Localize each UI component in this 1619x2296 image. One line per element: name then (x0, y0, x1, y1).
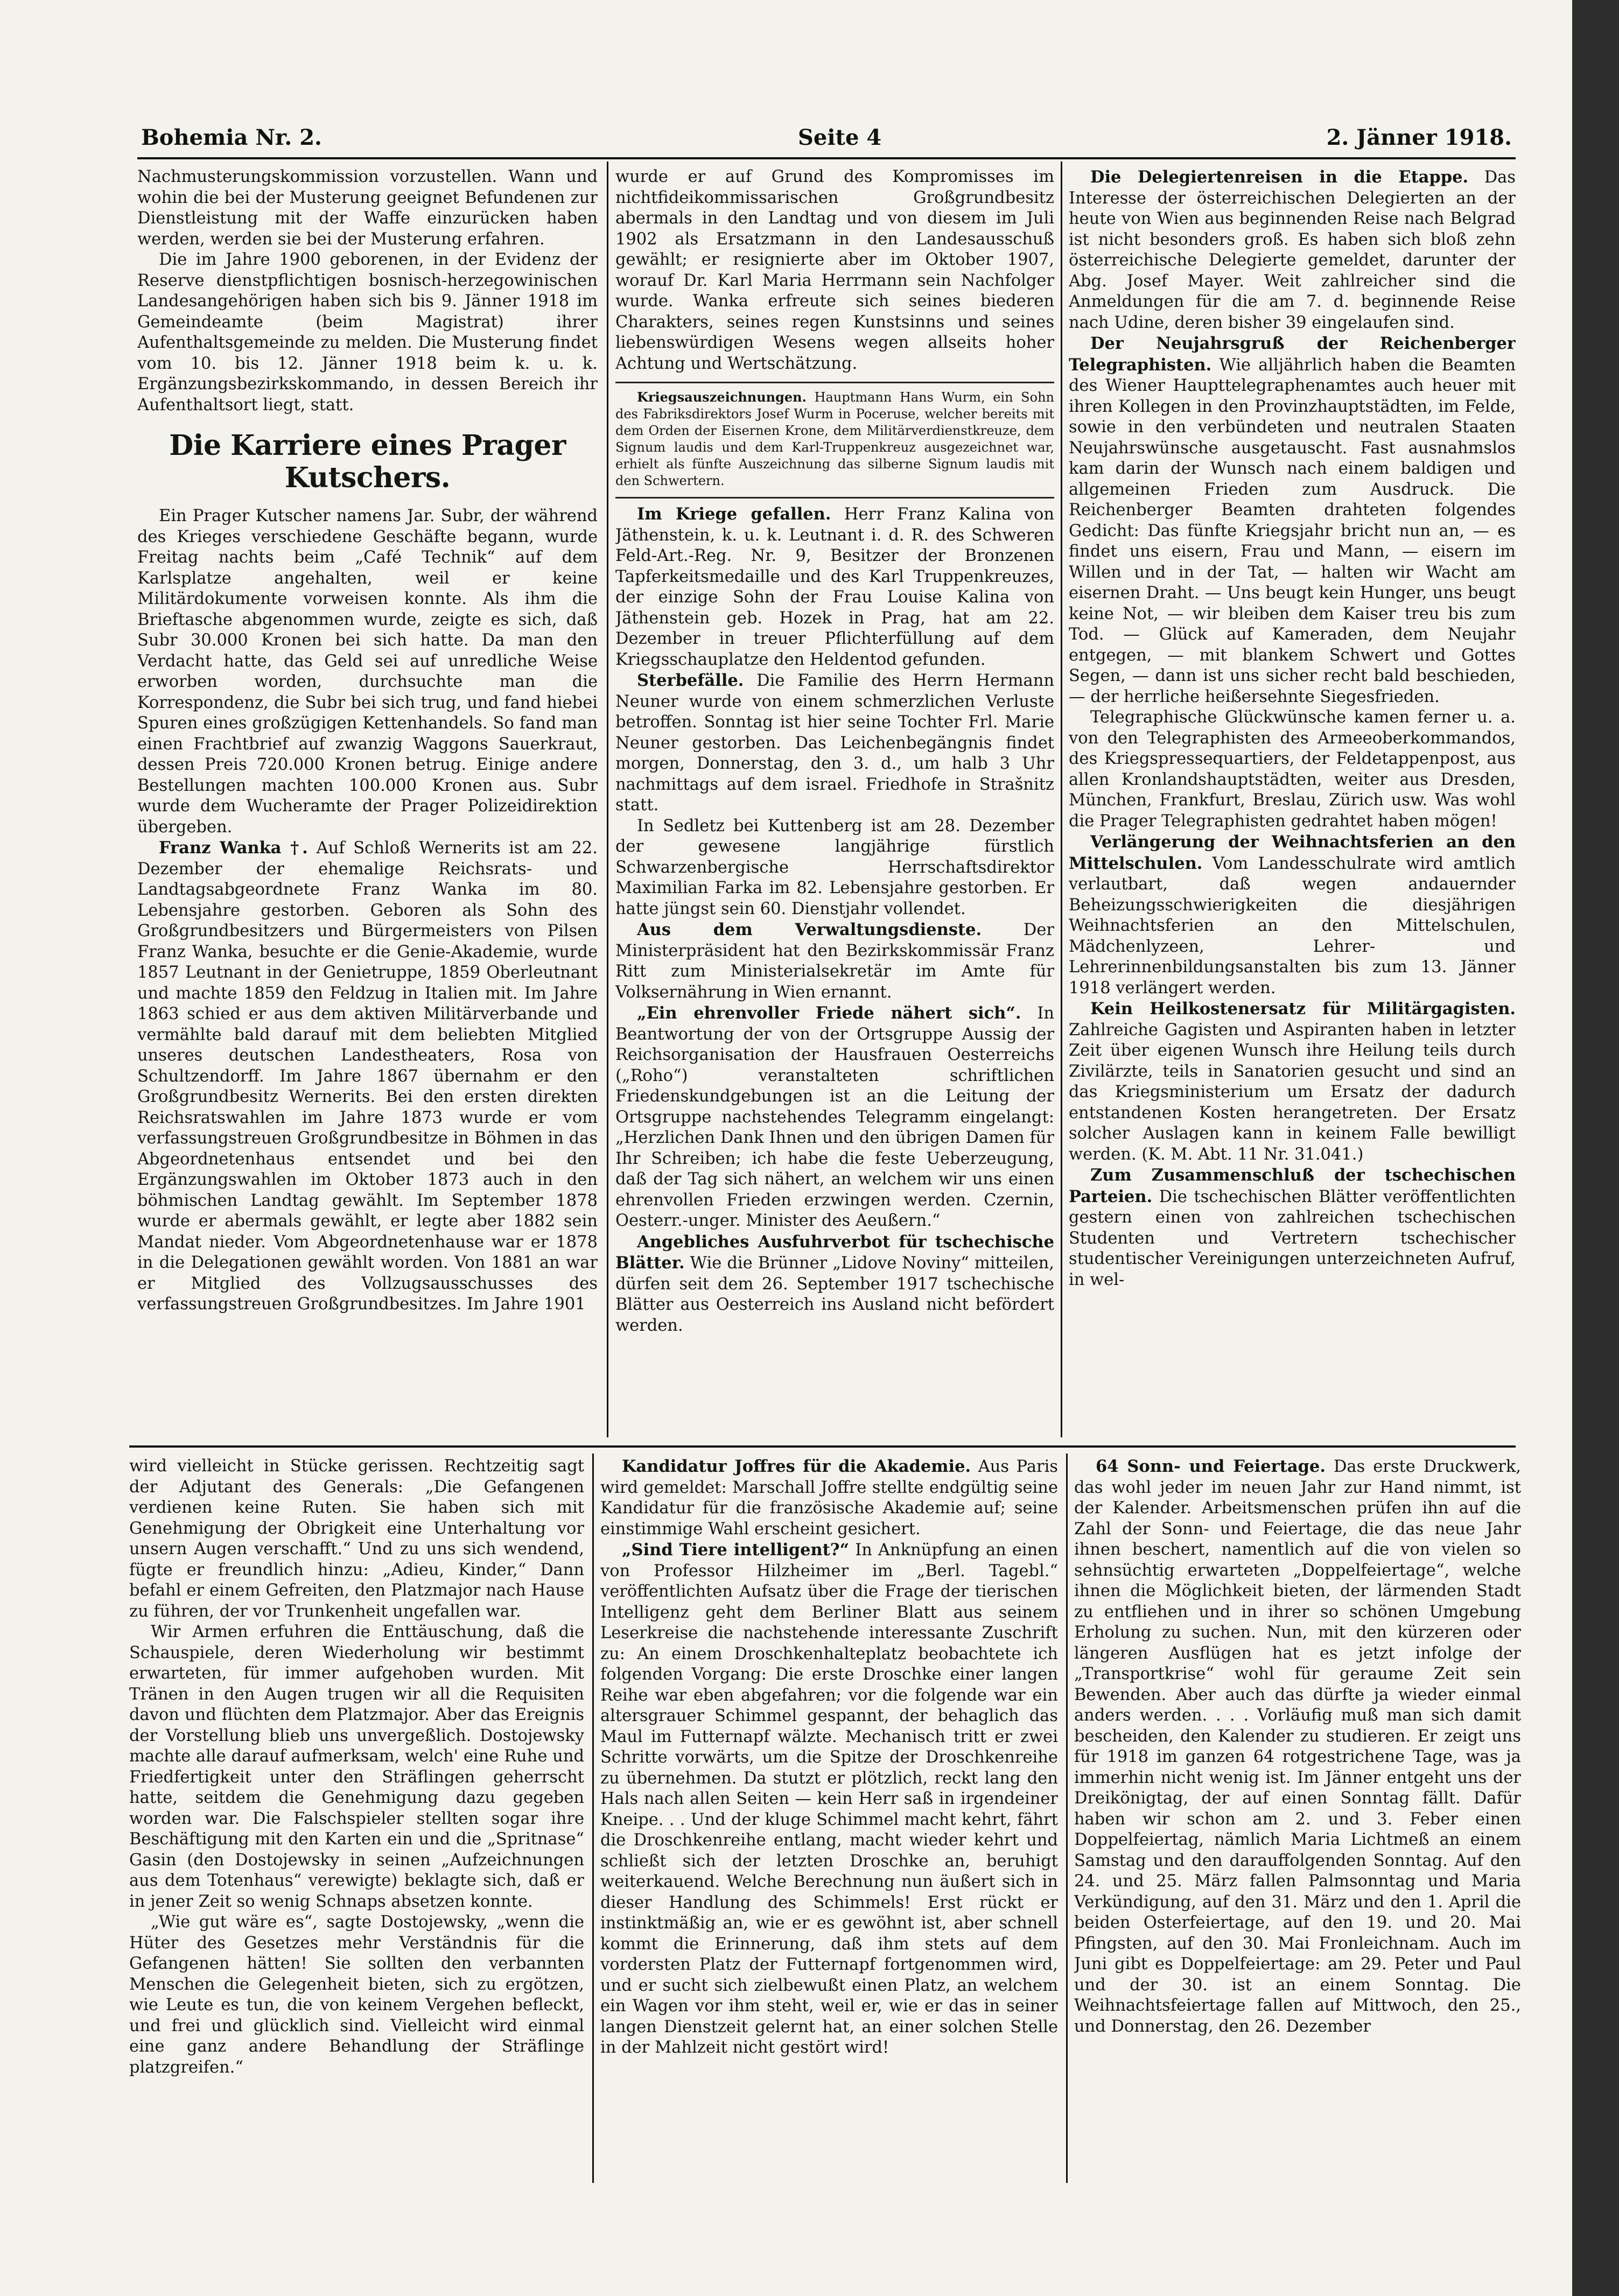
article-body-text: Vom Landesschulrate wird amtlich verlautbart, daß wegen andauernder Beheizungsschwierigkeiten die diesjährigen Weihnachtsferien an den Mittelschulen, Mädchenlyzeen, Lehrer- und Lehrerinnenbildungsanstalten bis zum 13. Jänner 1918 verlängert werden. (1069, 854, 1516, 998)
article-heading: „Sind Tiere intelligent?“ (622, 1540, 850, 1560)
article-body-text: Ein Prager Kutscher namens Jar. Subr, der während des Krieges verschiedene Geschäfte begann, wurde Freitag nachts beim „Café Technik“ auf dem Karlsplatze angehalten, weil er keine Militärdokumente vorweisen konnte. Als ihm die Brieftasche abgenommen wurde, zeigte es sich, daß Subr 30.000 Kronen bei sich hatte. Da man den Verdacht hatte, das Geld sei auf unredliche Weise erworben worden, durchsuchte man die Korrespondenz, die Subr bei sich trug, und fand hiebei Spuren eines großzügigen Kettenhandels. So fand man einen Frachtbrief auf zwanzig Waggons Sauerkraut, dessen Preis 720.000 Kronen betrug. Einige andere Bestellungen machten 100.000 Kronen aus. Subr wurde dem Wucheramte der Prager Polizeidirektion übergeben. (137, 507, 598, 837)
column-3-bottom (1074, 1456, 1521, 2188)
article-paragraph (600, 1540, 1058, 2059)
article-heading: Sterbefälle. (637, 671, 744, 690)
article-heading: Kein Heilkostenersatz für Militärgagisten. (1090, 999, 1516, 1019)
article-body-text: Zahlreiche Gagisten und Aspiranten haben in letzter Zeit über eigenen Wunsch ihre Heilung teils durch Zivilärzte, teils in Sanatorien gesucht und sind an das Kriegsministerium um Ersatz der dadurch entstandenen Kosten herangetreten. Der Ersatz solcher Auslagen kann in keinem Falle bewilligt werden. (K. M. Abt. 11 Nr. 31.041.) (1069, 1020, 1516, 1164)
article-heading: Kandidatur Joffres für die Akademie. (622, 1457, 971, 1476)
article-body-text: Das erste Druckwerk, das wohl jeder im neuen Jahr zur Hand nimmt, ist der Kalender. Arbeitsmenschen prüfen ihn auf die Zahl der Sonn- und Feiertage, die das neue Jahr ihnen beschert, namentlich auf die von vielen so sehnsüchtig erwarteten „Doppelfeiertage“, welche ihnen die Möglichkeit bieten, der lärmenden Stadt zu entfliehen und in ihrer so schönen Umgebung Erholung zu suchen. Nun, mit den kürzeren oder längeren Ausflügen hat es jetzt infolge der „Transportkrise“ wohl für geraume Zeit sein Bewenden. Aber auch das dürfte ja wieder einmal anders werden. . . . Vorläufig muß man sich damit bescheiden, den Kalender zu studieren. Er zeigt uns für 1918 im ganzen 64 rotgestrichene Tage, was ja immerhin nicht wenig ist. Im Jänner entgeht uns der Dreikönigtag, der auf einen Sonntag fällt. Dafür haben wir schon am 2. und 3. Feber einen Doppelfeiertag, nämlich Maria Lichtmeß an einem Samstag und den darauffolgenden Sonntag. Auf den 24. und 25. März fallen Palmsonntag und Maria Verkündigung, auf den 31. März und den 1. April die beiden Osterfeiertage, auf den 19. und 20. Mai Pfingsten, auf den 30. Mai Fronleichnam. Auch im Juni gibt es Doppelfeiertage: am 29. Peter und Paul und der 30. ist an einem Sonntag. Die Weihnachtsfeiertage fallen auf Mittwoch, den 25., und Donnerstag, den 26. Dezember (1074, 1457, 1521, 2036)
article-body-text: Telegraphische Glückwünsche kamen ferner u. a. von den Telegraphisten des Armeeoberkommandos, des Kriegspressequartiers, der Feldetappenpost, aus allen Kronlandshauptstädten, weiter aus Dresden, München, Frankfurt, Breslau, Zürich usw. Was wohl die Prager Telegraphisten gedrahtet haben mögen! (1069, 708, 1516, 831)
column-2-top (615, 167, 1054, 1443)
article-paragraph (615, 816, 1054, 920)
header-rule (137, 157, 1516, 159)
article-heading: Zum Zusammenschluß der tschechischen Parteien. (1069, 1165, 1516, 1206)
notice-separator (615, 497, 1054, 498)
article-body-text: wird vielleicht in Stücke gerissen. Rechtzeitig sagt der Adjutant des Generals: „Die Gefangenen verdienen keine Ruten. Sie haben sich mit Genehmigung der Obrigkeit eine Unterhaltung vor unsern Augen verschafft.“ Und zu uns sich wendend, fügte er freundlich hinzu: „Adieu, Kinder,“ Dann befahl er einem Gefreiten, den Platzmajor nach Hause zu führen, der vor Trunkenheit ungefallen war. (129, 1457, 584, 1621)
column-divider-bottom-2 (1066, 1454, 1068, 2183)
article-body-text: Aus Paris wird gemeldet: Marschall Joffre stellte endgültig seine Kandidatur für die französische Akademie auf; seine einstimmige Wahl erscheint gesichert. (600, 1457, 1058, 1539)
article-paragraph (129, 1912, 584, 2078)
scan-edge (1572, 0, 1619, 2296)
article-heading: Kriegsauszeichnungen. (637, 389, 807, 405)
article-paragraph (137, 506, 598, 838)
article-body-text: Die im Jahre 1900 geborenen, in der Evidenz der Reserve dienstpflichtigen bosnisch-herzegowinischen Landesangehörigen haben sich bis 9. Jänner 1918 im Gemeindeamte (beim Magistrat) ihrer Aufenthaltsgemeinde zu melden. Die Musterung findet vom 10. bis 12. Jänner 1918 beim k. u. k. Ergänzungsbezirkskommando, in dessen Bereich ihr Aufenthaltsort liegt, statt. (137, 250, 598, 415)
article-body-text: Die tschechischen Blätter veröffentlichten gestern einen von zahlreichen tschechischen Studenten und Vertretern tschechischer studentischer Vereinigungen unterzeichneten Aufruf, in wel- (1069, 1187, 1516, 1289)
article-paragraph (615, 389, 1054, 489)
article-paragraph (1069, 167, 1516, 333)
article-body-text: Wie alljährlich haben die Beamten des Wiener Haupttelegraphenamtes auch heuer mit ihren Kollegen in den Provinzhauptstädten, im Felde, sowie in den verbündeten und neutralen Staaten Neujahrswünsche ausgetauscht. Fast ausnahmslos kam darin der Wunsch nach einem baldigen und allgemeinen Frieden zum Ausdruck. Die Reichenberger Beamten drahteten folgendes Gedicht: Das fünfte Kriegsjahr bricht nun an, — es findet uns eisern, Frau und Mann, — eisern im Willen und in der Tat, — halten wir Wacht am eisernen Draht. — Uns beugt kein Hunger, uns beugt keine Not, — wir bleiben dem Kaiser treu bis zum Tod. — Glück auf Kameraden, dem Neujahr entgegen, — mit blankem Schwert und Gottes Segen, — dann ist uns sicher recht bald beschieden, — der herrliche heißersehnte Siegesfrieden. (1069, 355, 1516, 706)
article-body-text: Nachmusterungskommission vorzustellen. Wann und wohin die bei der Musterung geeignet Befundenen zur Dienstleistung mit der Waffe einzurücken haben werden, werden sie bei der Musterung erfahren. (137, 167, 598, 249)
article-body-text: In Sedletz bei Kuttenberg ist am 28. Dezember der gewesene langjährige fürstlich Schwarzenbergische Herrschaftsdirektor Maximilian Farka im 82. Lebensjahre gestorben. Er hatte jüngst sein 60. Dienstjahr vollendet. (615, 816, 1054, 918)
article-heading: Angebliches Ausfuhrverbot für tschechische Blätter. (615, 1232, 1054, 1273)
article-heading: Franz Wanka †. (159, 838, 308, 858)
article-paragraph (129, 1622, 584, 1912)
article-paragraph (600, 1456, 1058, 1540)
article-body-text: Wie die Brünner „Lidove Noviny“ mitteilen, dürfen seit dem 26. September 1917 tschechische Blätter aus Oesterreich ins Ausland nicht befördert werden. (615, 1254, 1054, 1335)
section-break-rule (129, 1445, 1516, 1448)
article-body-text: Wir Armen erfuhren die Enttäuschung, daß die Schauspiele, deren Wiederholung wir bestimmt erwarteten, für immer aufgehoben wurden. Mit Tränen in den Augen trugen wir all die Requisiten davon und flüchten dem Platzmajor. Aber das Ereignis der Vorstellung blieb uns unvergeßlich. Dostojewsky machte alle darauf aufmerksam, welch' eine Ruhe und Friedfertigkeit unter den Sträflingen geherrscht hatte, seitdem die Genehmigung dazu gegeben worden war. Die Falschspieler stellten sogar ihre Beschäftigung mit den Karten ein und die „Spritnase“ Gasin (den Dostojewsky in seinen „Aufzeichnungen aus dem Totenhaus“ verewigte) beklagte sich, daß er in jener Zeit so wenig Schnaps absetzen konnte. (129, 1623, 584, 1911)
article-paragraph (1069, 707, 1516, 832)
article-paragraph (137, 838, 598, 1315)
article-paragraph (1069, 333, 1516, 707)
article-paragraph (137, 167, 598, 250)
article-paragraph (615, 670, 1054, 816)
header-page-number: Seite 4 (798, 125, 882, 150)
article-paragraph (1069, 1165, 1516, 1290)
article-paragraph (615, 1232, 1054, 1337)
column-divider-bottom-1 (592, 1454, 594, 2183)
article-heading: 64 Sonn- und Feiertage. (1096, 1457, 1326, 1476)
article-body-text: Hauptmann Hans Wurm, ein Sohn des Fabriksdirektors Josef Wurm in Poceruse, welcher bereits mit dem Orden der Eisernen Krone, dem Militärverdienstkreuze, dem Signum laudis und dem Karl-Truppenkreuz ausgezeichnet war, erhielt als fünfte Auszeichnung das silberne Signum laudis mit den Schwertern. (615, 390, 1054, 488)
article-paragraph (129, 1456, 584, 1622)
article-body-text: wurde er auf Grund des Kompromisses im nichtfideikommissarischen Großgrundbesitz abermals in den Landtag und von diesem im Juli 1902 als Ersatzmann in den Landesausschuß gewählt; er resignierte aber im Oktober 1907, worauf Dr. Karl Maria Herrmann sein Nachfolger wurde. Wanka erfreute sich seines biederen Charakters, seines regen Kunstsinns und seines liebenswürdigen Wesens wegen allseits hoher Achtung und Wertschätzung. (615, 167, 1054, 373)
article-body-text: „Wie gut wäre es“, sagte Dostojewsky, „wenn die Hüter des Gesetzes mehr Verständnis für die Gefangenen hätten! Sie sollten den verbannten Menschen die Gelegenheit bieten, sich zu ergötzen, wie Leute es tun, die von keinem Vergehen befleckt, und frei und glücklich sind. Vielleicht wird einmal eine ganz andere Behandlung der Sträflinge platzgreifen.“ (129, 1913, 584, 2077)
page-header (141, 125, 1512, 151)
article-paragraph (615, 1003, 1054, 1232)
article-paragraph (615, 167, 1054, 374)
article-body-text: In Beantwortung der von der Ortsgruppe Aussig der Reichsorganisation der Hausfrauen Oesterreichs („Roho“) veranstalteten schriftlichen Friedenskundgebungen ist an die Leitung der Ortsgruppe nachstehendes Telegramm eingelangt: „Herzlichen Dank Ihnen und den übrigen Damen für Ihr Schreiben; ich habe die feste Ueberzeugung, daß der Tag sich nähert, an welchem wir uns einen ehrenvollen Frieden erzwingen werden. Czernin, Oesterr.-unger. Minister des Aeußern.“ (615, 1004, 1054, 1230)
article-body-text: Die Familie des Herrn Hermann Neuner wurde von einem schmerzlichen Verluste betroffen. Sonntag ist hier seine Tochter Frl. Marie Neuner gestorben. Das Leichenbegängnis findet morgen, Donnerstag, den 3. d., um halb 3 Uhr nachmittags auf dem israel. Friedhofe in Strašnitz statt. (615, 671, 1054, 815)
article-paragraph (1069, 832, 1516, 999)
article-heading: Im Kriege gefallen. (637, 504, 831, 524)
column-divider-top-1 (607, 162, 608, 1437)
article-paragraph (1074, 1456, 1521, 2037)
header-date: 2. Jänner 1918. (1326, 125, 1512, 150)
article-paragraph (615, 504, 1054, 670)
article-body-text: Herr Franz Kalina von Jäthenstein, k. u. k. Leutnant i. d. R. des Schweren Feld-Art.-Reg. Nr. 9, Besitzer der Bronzenen Tapferkeitsmedaille und des Karl Truppenkreuzes, der einzige Sohn der Frau Louise Kalina von Jäthenstein geb. Hozek in Prag, hat am 22. Dezember in treuer Pflichterfüllung auf dem Kriegsschauplatze den Heldentod gefunden. (615, 505, 1054, 669)
column-3-top (1069, 167, 1516, 1443)
article-body-text: Das Interesse der österreichischen Delegierten an der heute von Wien aus beginnenden Reise nach Belgrad ist nicht besonders groß. Es haben sich bloß zehn österreichische Delegierte gemeldet, darunter der Abg. Josef Mayer. Weit zahlreicher sind die Anmeldungen für die am 7. d. beginnende Reise nach Udine, deren bisher 39 eingelaufen sind. (1069, 168, 1516, 332)
notice-separator (615, 382, 1054, 383)
column-2-bottom (600, 1456, 1058, 2188)
article-body-text: Auf Schloß Wernerits ist am 22. Dezember der ehemalige Reichsrats- und Landtagsabgeordnete Franz Wanka im 80. Lebensjahre gestorben. Geboren als Sohn des Großgrundbesitzers und Bürgermeisters von Pilsen Franz Wanka, besuchte er die Genie-Akademie, wurde 1857 Leutnant in der Genietruppe, 1859 Oberleutnant und machte 1859 den Feldzug in Italien mit. Im Jahre 1863 schied er aus dem aktiven Militärverbande und vermählte bald darauf mit dem beliebten Mitglied unseres deutschen Landestheaters, Rosa von Schultzendorff. Im Jahre 1867 übernahm er den Großgrundbesitz Wernerits. Bei den ersten direkten Reichsratswahlen im Jahre 1873 wurde er vom verfassungstreuen Großgrundbesitze in Böhmen in das Abgeordnetenhaus entsendet und bei den Ergänzungswahlen im Oktober 1873 auch in den böhmischen Landtag gewählt. Im September 1878 wurde er abermals gewählt, er legte aber 1882 sein Mandat nieder. Vom Abgeordnetenhause war er 1878 in die Delegationen gewählt worden. Von 1881 an war er Mitglied des Vollzugsausschusses des verfassungstreuen Großgrundbesitzes. Im Jahre 1901 (137, 839, 598, 1314)
article-heading: Aus dem Verwaltungsdienste. (637, 920, 982, 939)
article-paragraph (615, 919, 1054, 1003)
article-body-text: Der Ministerpräsident hat den Bezirkskommissär Franz Ritt zum Ministerialsekretär im Amte für Volksernährung in Wien ernannt. (615, 921, 1054, 1002)
header-newspaper-issue: Bohemia Nr. 2. (141, 125, 322, 150)
article-paragraph (137, 250, 598, 416)
column-divider-top-2 (1061, 162, 1062, 1437)
article-body-text: In Anknüpfung an einen von Professor Hilzheimer im „Berl. Tagebl.“ veröffentlichten Aufsatz über die Frage der tierischen Intelligenz geht dem Berliner Blatt aus seinem Leserkreise die nachstehende interessante Zuschrift zu: An einem Droschkenhalteplatz beobachtete ich folgenden Vorgang: Die erste Droschke einer langen Reihe war eben abgefahren; vor die folgende war ein altersgrauer Schimmel gespannt, der behaglich das Maul im Futternapf wälzte. Mechanisch tritt er zwei Schritte vorwärts, um die Spitze der Droschkenreihe zu übernehmen. Da stutzt er plötzlich, reckt lang den Hals nach allen Seiten — kein Herr saß in irgendeiner Kneipe. . . Und der kluge Schimmel macht kehrt, fährt die Droschkenreihe entlang, macht wieder kehrt und schließt sich der letzten Droschke an, beruhigt weiterkauend. Welche Berechnung nun äußert sich in dieser Handlung des Schimmels! Erst rückt er instinktmäßig an, wie er es gewöhnt ist, aber schnell kommt die Erinnerung, daß ihm stets auf dem vordersten Platz der Futternapf fortgenommen wird, und er sucht sich zielbewußt einen Platz, an welchem ein Wagen vor ihm steht, weil er, wie er das in seiner langen Dienstzeit gelernt hat, an einer solchen Stelle in der Mahlzeit nicht gestört wird! (600, 1541, 1058, 2057)
article-heading: „Ein ehrenvoller Friede nähert sich“. (637, 1003, 1021, 1023)
article-paragraph (1069, 999, 1516, 1165)
article-heading: Der Neujahrsgruß der Reichenberger Telegraphisten. (1069, 334, 1516, 375)
column-1-top (137, 167, 598, 1443)
article-heading: Verlängerung der Weihnachtsferien an den Mittelschulen. (1069, 832, 1516, 873)
article-heading: Die Delegiertenreisen in die Etappe. (1090, 167, 1469, 187)
column-1-bottom (129, 1456, 584, 2188)
article-title-karriere: Die Karriere eines Prager Kutschers. (169, 429, 566, 494)
